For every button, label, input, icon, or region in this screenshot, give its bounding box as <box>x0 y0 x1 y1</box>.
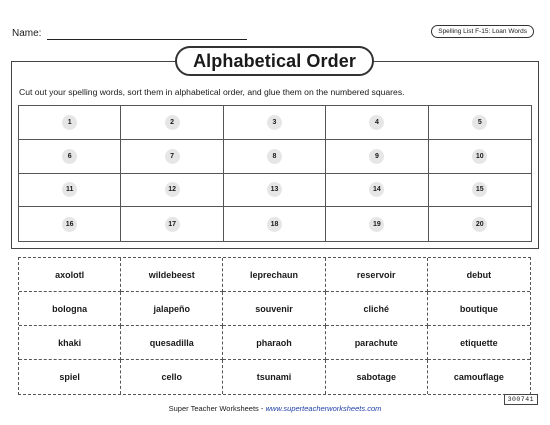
word-card: sabotage <box>326 360 428 394</box>
square-number: 17 <box>165 217 180 232</box>
footer-brand: Super Teacher Worksheets <box>168 404 259 413</box>
word-card: camouflage <box>453 372 504 382</box>
numbered-square <box>429 174 531 208</box>
square-number: 15 <box>472 182 487 197</box>
square-number: 8 <box>267 149 282 164</box>
instructions: Cut out your spelling words, sort them in alphabetical order, and glue them on the numbered squares. <box>19 87 405 97</box>
numbered-square <box>121 106 223 140</box>
name-label: Name: <box>12 28 42 39</box>
square-number: 10 <box>472 149 487 164</box>
numbered-square <box>326 207 428 241</box>
word-card: axolotl <box>19 258 121 292</box>
worksheet-code: 300741 <box>504 394 538 405</box>
square-number: 14 <box>369 182 384 197</box>
word-card: pharaoh <box>223 326 325 360</box>
square-number: 11 <box>62 182 77 197</box>
numbered-square <box>429 106 531 140</box>
numbered-square <box>121 174 223 208</box>
numbered-square <box>224 174 326 208</box>
spelling-list-badge: Spelling List F-15: Loan Words <box>431 25 534 38</box>
square-number: 20 <box>472 217 487 232</box>
word-card: leprechaun <box>223 258 325 292</box>
word-card: spiel <box>19 360 121 394</box>
numbered-square <box>326 140 428 174</box>
square-number: 16 <box>62 217 77 232</box>
word-card: bologna <box>19 292 121 326</box>
numbered-squares-grid <box>18 105 532 242</box>
word-card: khaki <box>19 326 121 360</box>
word-card: souvenir <box>223 292 325 326</box>
page-title: Alphabetical Order <box>175 46 374 76</box>
numbered-square <box>326 174 428 208</box>
numbered-square <box>121 140 223 174</box>
square-number: 18 <box>267 217 282 232</box>
numbered-square <box>224 140 326 174</box>
square-number: 6 <box>62 149 77 164</box>
word-card: cliché <box>326 292 428 326</box>
word-card: quesadilla <box>121 326 223 360</box>
numbered-square <box>224 207 326 241</box>
square-number: 2 <box>165 115 180 130</box>
word-card: jalapeño <box>121 292 223 326</box>
square-number: 19 <box>369 217 384 232</box>
footer <box>0 404 550 413</box>
numbered-square <box>224 106 326 140</box>
word-card: tsunami <box>223 360 325 394</box>
square-number: 3 <box>267 115 282 130</box>
numbered-square <box>19 140 121 174</box>
numbered-square <box>19 207 121 241</box>
word-cards-grid <box>18 257 531 395</box>
footer-url[interactable]: www.superteacherworksheets.com <box>265 404 382 413</box>
numbered-square <box>121 207 223 241</box>
word-card: parachute <box>326 326 428 360</box>
square-number: 12 <box>165 182 180 197</box>
word-card: wildebeest <box>121 258 223 292</box>
numbered-square <box>429 207 531 241</box>
numbered-square <box>19 106 121 140</box>
footer-separator: - <box>258 404 266 413</box>
word-card: cello <box>121 360 223 394</box>
word-card: debut <box>428 258 530 292</box>
word-card: boutique <box>428 292 530 326</box>
word-card: reservoir <box>326 258 428 292</box>
square-number: 5 <box>472 115 487 130</box>
square-number: 13 <box>267 182 282 197</box>
name-line <box>47 39 247 40</box>
word-card: etiquette <box>428 326 530 360</box>
numbered-square <box>326 106 428 140</box>
square-number: 9 <box>369 149 384 164</box>
square-number: 7 <box>165 149 180 164</box>
square-number: 1 <box>62 115 77 130</box>
numbered-square <box>19 174 121 208</box>
numbered-square <box>429 140 531 174</box>
square-number: 4 <box>369 115 384 130</box>
